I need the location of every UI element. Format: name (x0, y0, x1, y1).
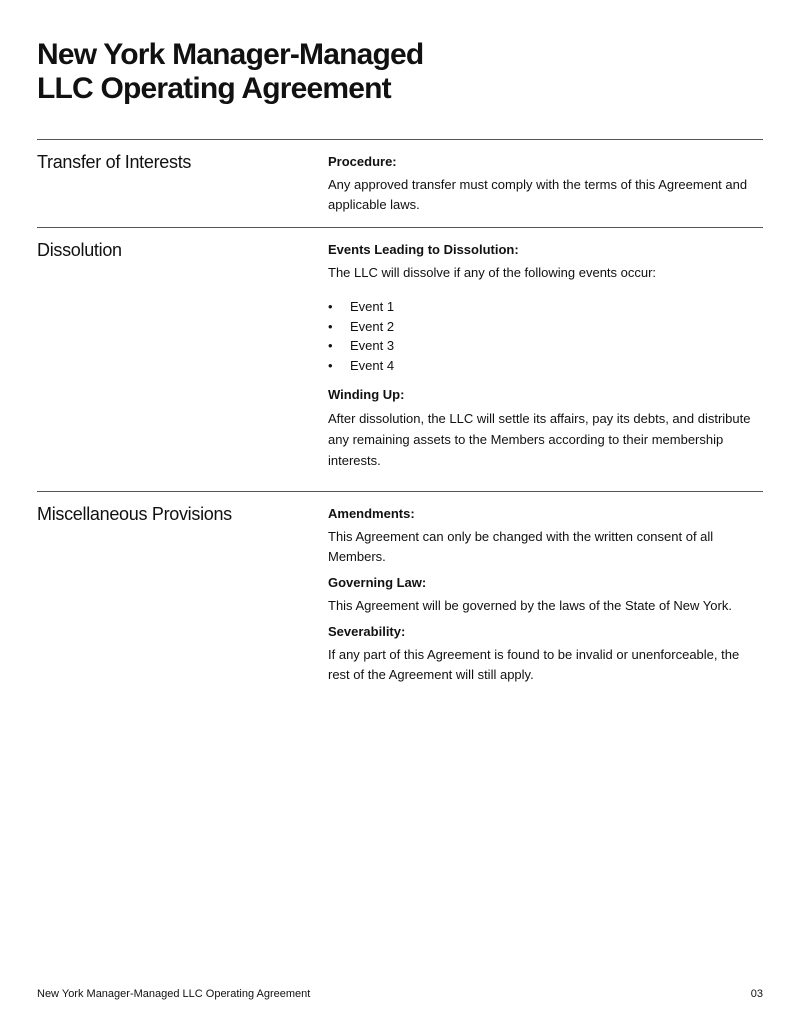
section-label: Miscellaneous Provisions (37, 504, 232, 524)
page-title (37, 38, 537, 106)
paragraph: The LLC will dissolve if any of the following events occur: (328, 265, 657, 280)
paragraph: After dissolution, the LLC will settle its affairs, pay its debts, and distribute any remaining assets to the Members according to their membership interests. (328, 411, 751, 468)
event-list (328, 297, 758, 375)
subheading: Severability: (328, 624, 406, 639)
section-miscellaneous-provisions (37, 491, 763, 682)
section-transfer-of-interests (37, 139, 763, 212)
subheading: Events Leading to Dissolution: (328, 242, 519, 257)
subheading: Amendments: (328, 506, 415, 521)
list-item: • Event 4 (350, 356, 758, 376)
section-dissolution (37, 227, 763, 468)
paragraph: If any part of this Agreement is found to be invalid or unenforceable, the rest of the Agreement will still apply. (328, 647, 740, 682)
page-number: 03 (750, 988, 763, 1000)
list-item: • Event 2 (350, 317, 758, 337)
paragraph: Any approved transfer must comply with the terms of this Agreement and applicable laws. (328, 177, 748, 212)
paragraph: This Agreement will be governed by the laws of the State of New York. (328, 598, 732, 613)
subheading: Procedure: (328, 154, 397, 169)
list-item: • Event 3 (350, 336, 758, 356)
title-line-2: LLC Operating Agreement (37, 72, 391, 105)
subheading: Governing Law: (328, 575, 427, 590)
footer-title: New York Manager-Managed LLC Operating Agreement (37, 988, 311, 1000)
section-label: Dissolution (37, 240, 122, 260)
subheading: Winding Up: (328, 387, 405, 402)
section-content (328, 240, 758, 477)
title-line-1: New York Manager-Managed (37, 38, 424, 71)
list-item: • Event 1 (350, 297, 758, 317)
section-content (328, 152, 758, 221)
paragraph: This Agreement can only be changed with the written consent of all Members. (328, 529, 714, 564)
section-content (328, 504, 758, 691)
section-label: Transfer of Interests (37, 152, 192, 172)
